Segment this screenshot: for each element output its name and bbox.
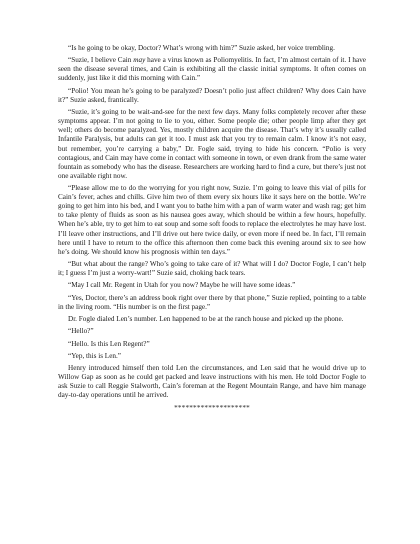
paragraph-3: “Polio! You mean he’s going to be paralyzed? Doesn’t polio just affect children? Why does Cain have it?” Suzie asked, frantically. <box>58 86 366 104</box>
paragraph-11: “Hello. Is this Len Regent?” <box>68 339 150 348</box>
paragraph-9: Dr. Fogle dialed Len’s number. Len happened to be at the ranch house and picked up the phone. <box>68 315 344 324</box>
paragraph-6: “But what about the range? Who’s going to take care of it? What will I do? Doctor Fogle, I can’t help it; I guess I’m just a worry-wart!” Suzie said, choking back tears. <box>58 260 366 278</box>
paragraph-4: “Suzie, it’s going to be wait-and-see for the next few days. Many folks completely recover after these symptoms appear. I’m not going to lie to you, either. Some people die; other people limp after they get well; others do become paralyzed. Yes, mostly children acquire the disease. That’s why it’s usually called Infantile Paralysis, but adults can get it too. I must ask that you try to remain calm. I know it’s not easy, but remember, you’re carrying a baby,” Dr. Fogle said, trying to hide his concern. “Polio is very contagious, and Cain may have come in contact with someone in town, or even drank from the same water fountain as somebody who has the disease. Researchers are working hard to find a cure, but there’s just not one available right now. <box>58 108 366 180</box>
paragraph-5: “Please allow me to do the worrying for you right now, Suzie. I’m going to leave this vial of pills for Cain’s fever, aches and chills. Give him two of them every six hours like it says here on the bottle. We’re going to get him into his bed, and I want you to bathe him with a pan of warm water and wash rag; get him to take plenty of fluids as soon as his nausea goes away, which should be within a few hours, hopefully. When he’s able, try to get him to eat soup and some soft foods to replace the electrolytes he may have lost. I’ll leave other instructions, and I’ll drive out here twice daily, or even more if need be. In fact, I’ll remain here until I have to return to the office this afternoon then come back this evening around six to see how he’s doing. We should know his prognosis within ten days.” <box>58 184 366 256</box>
paragraph-10: “Hello?” <box>68 327 94 336</box>
document-page <box>58 44 366 416</box>
paragraph-13: Henry introduced himself then told Len the circumstances, and Len said that he would drive up to Willow Gap as soon as he could get packed and leave instructions with his men. He told Doctor Fogle to ask Suzie to call Reggie Stalworth, Cain’s foreman at the Regent Mountain Range, and have him manage day-to-day operations until he arrived. <box>58 364 366 400</box>
paragraph-7: “May I call Mr. Regent in Utah for you now? Maybe he will have some ideas.” <box>68 281 296 290</box>
paragraph-12: “Yep, this is Len.” <box>68 351 121 360</box>
italic-emphasis: may <box>133 56 146 65</box>
paragraph-2 <box>58 56 366 83</box>
paragraph-2-end: have a virus known as Poliomyelitis. In fact, I’m almost certain of it. I have seen the disease several times, and Cain is exhibiting all the classic initial symptoms. It often comes on suddenly, just like it did this morning with Cain.” <box>58 56 366 83</box>
paragraph-2-start: “Suzie, I believe Cain <box>68 56 134 65</box>
paragraph-1: “Is he going to be okay, Doctor? What’s wrong with him?” Suzie asked, her voice trembling. <box>68 44 335 52</box>
section-separator: ******************** <box>174 403 250 412</box>
paragraph-8: “Yes, Doctor, there’s an address book right over there by that phone,” Suzie replied, pointing to a table in the living room. “His number is on the first page.” <box>58 293 366 311</box>
